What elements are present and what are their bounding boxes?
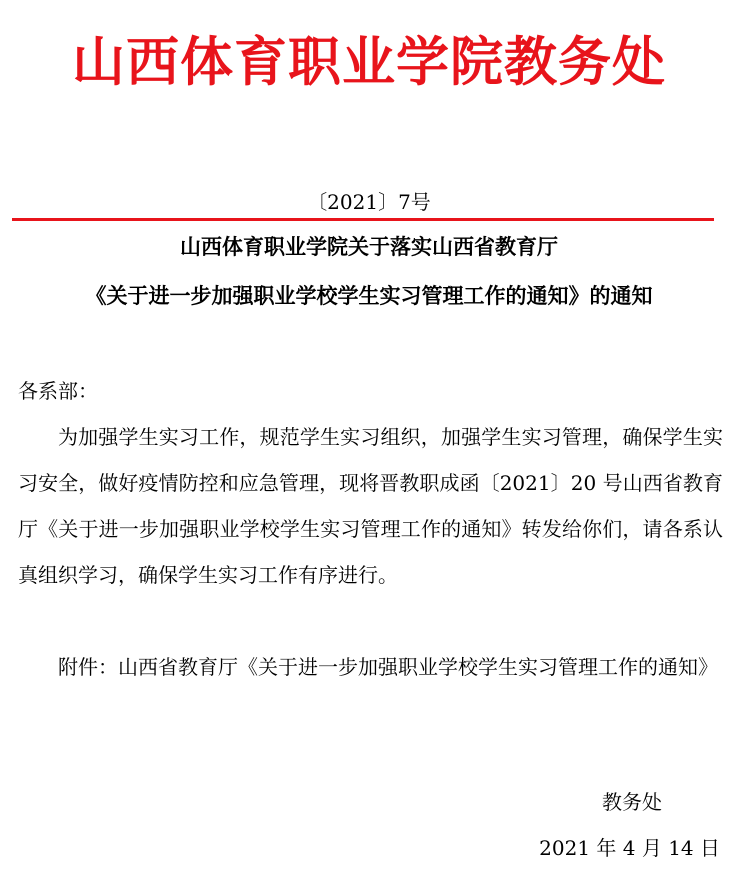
document-title-line-2: 《关于进一步加强职业学校学生实习管理工作的通知》的通知 <box>85 283 653 308</box>
body-paragraph: 为加强学生实习工作，规范学生实习组织，加强学生实习管理，确保学生实习安全，做好疫情防控和应急管理，现将晋教职成函〔2021〕20 号山西省教育厅《关于进一步加强职业学校学生实习管理工作的通知》转发给你们，请各系认真组织学习，确保学生实习工作有序进行。 <box>18 425 723 587</box>
document-title-line-1: 山西体育职业学院关于落实山西省教育厅 <box>180 234 558 259</box>
salutation: 各系部： <box>18 379 98 403</box>
signature-office: 教务处 <box>602 790 662 814</box>
document-number: 〔2021〕7号 <box>307 190 431 214</box>
masthead-title: 山西体育职业学院教务处 <box>72 32 666 93</box>
signature-date: 2021 年 4 月 14 日 <box>539 836 720 860</box>
attachment-note: 附件：山西省教育厅《关于进一步加强职业学校学生实习管理工作的通知》 <box>58 655 718 679</box>
red-divider-line <box>12 218 714 221</box>
